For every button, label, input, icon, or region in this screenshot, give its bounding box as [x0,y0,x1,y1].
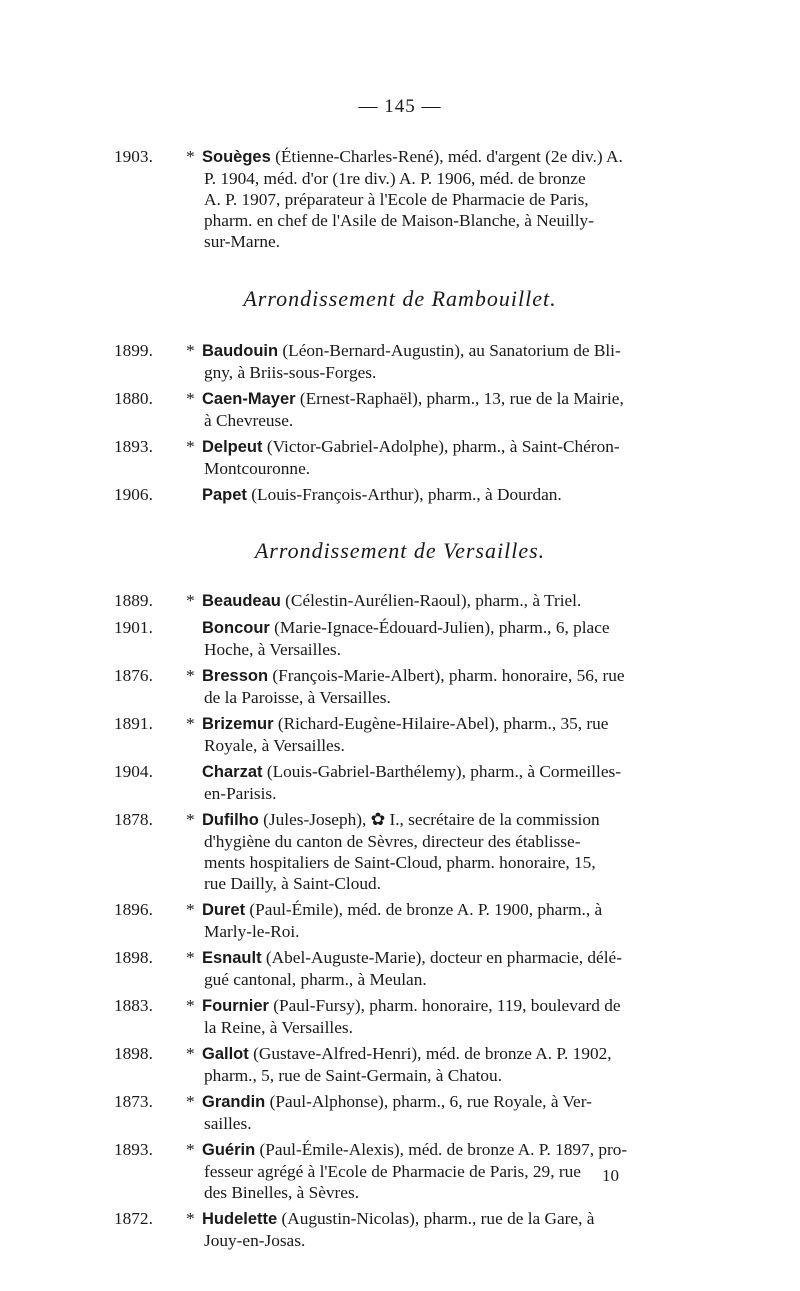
entry-details: (Richard-Eugène-Hilaire-Abel), pharm., 35, rue [273,714,609,733]
entry-year: 1891. [114,714,153,733]
entry-continuation-line: P. 1904, méd. d'or (1re div.) A. P. 1906, méd. de bronze [204,169,586,188]
entry-year: 1889. [114,591,153,610]
entry-name: Bresson [202,667,269,685]
directory-entry [114,1043,690,1086]
entry-body [186,665,690,708]
entry-year: 1876. [114,666,153,685]
folio-number: 10 [602,1166,619,1185]
entry-body [186,436,690,479]
member-star-mark: * [186,341,195,360]
directory-entry [114,340,690,383]
page-header: — 145 — [358,96,442,117]
directory-entry [114,1091,690,1134]
entry-first-line [186,1091,690,1113]
entry-name: Delpeut [202,438,263,456]
member-star-mark: * [186,147,195,166]
entry-year: 1904. [114,762,153,781]
directory-entry [114,995,690,1038]
entry-first-line [186,665,690,687]
entry-details: (Victor-Gabriel-Adolphe), pharm., à Saint-Chéron- [262,437,620,456]
directory-entry [114,761,690,804]
directory-entry [114,146,690,252]
entry-body [186,388,690,431]
entry-year: 1872. [114,1209,153,1228]
entry-name: Gallot [202,1045,249,1063]
entry-continuation-line: pharm., 5, rue de Saint-Germain, à Chatou. [204,1066,503,1085]
entry-body [186,340,690,383]
entry-continuation-line: A. P. 1907, préparateur à l'Ecole de Pharmacie de Paris, [204,190,589,209]
entry-continuation-line: Montcouronne. [204,459,311,478]
entry-year: 1893. [114,1140,153,1159]
entry-name: Esnault [202,949,262,967]
entry-continuation-line: gué cantonal, pharm., à Meulan. [204,970,427,989]
entry-first-line [186,617,690,639]
entry-continuation-line: la Reine, à Versailles. [204,1018,353,1037]
entry-name: Grandin [202,1093,266,1111]
directory-entry [114,436,690,479]
entry-continuation-line: gny, à Briis-sous-Forges. [204,363,377,382]
entry-first-line [186,388,690,410]
directory-entry [114,388,690,431]
entry-first-line [186,713,690,735]
entry-year: 1906. [114,485,153,504]
entry-first-line [186,947,690,969]
entry-details: (Étienne-Charles-René), méd. d'argent (2e div.) A. [270,147,623,166]
entry-first-line [186,146,690,168]
entry-body [186,617,690,660]
member-star-mark: * [186,810,195,829]
entry-first-line [186,484,690,506]
entry-name: Guérin [202,1141,256,1159]
member-star-mark: * [186,1092,195,1111]
entry-continuation-line: des Binelles, à Sèvres. [204,1183,360,1202]
section-title: Arrondissement de Rambouillet. [243,286,557,311]
member-star-mark: * [186,389,195,408]
entry-details: (Jules-Joseph), ✿ I., secrétaire de la commission [258,810,600,829]
entry-name: Charzat [202,763,263,781]
member-star-mark: * [186,591,195,610]
entry-continuation-line: en-Parisis. [204,784,277,803]
member-star-mark: * [186,948,195,967]
member-star-mark: * [186,1209,195,1228]
entry-name: Duret [202,901,246,919]
entry-body [186,809,690,894]
entry-details: (Abel-Auguste-Marie), docteur en pharmacie, délé- [261,948,622,967]
section-title: Arrondissement de Versailles. [254,538,546,563]
entry-details: (Louis-François-Arthur), pharm., à Dourdan. [246,485,562,504]
entry-name: Boncour [202,619,270,637]
member-star-mark: * [186,996,195,1015]
entry-continuation-line: Hoche, à Versailles. [204,640,341,659]
entry-body [186,1043,690,1086]
directory-entry [114,809,690,894]
entry-name: Papet [202,486,247,504]
entry-body [186,899,690,942]
entry-details: (François-Marie-Albert), pharm. honoraire, 56, rue [268,666,625,685]
member-star-mark: * [186,1044,195,1063]
entry-first-line [186,590,690,612]
directory-entry [114,713,690,756]
entry-year: 1898. [114,1044,153,1063]
entry-body [186,590,690,612]
entry-year: 1873. [114,1092,153,1111]
entry-name: Fournier [202,997,269,1015]
entry-first-line [186,995,690,1017]
entry-body [186,947,690,990]
entry-continuation-line: sur-Marne. [204,232,280,251]
entry-details: (Paul-Émile), méd. de bronze A. P. 1900, pharm., à [245,900,603,919]
entry-first-line [186,809,690,831]
entry-details: (Marie-Ignace-Édouard-Julien), pharm., 6, place [269,618,610,637]
entry-name: Caen-Mayer [202,390,296,408]
entry-body [186,713,690,756]
entry-first-line [186,436,690,458]
entry-continuation-line: d'hygiène du canton de Sèvres, directeur des établisse- [204,832,581,851]
entry-details: (Léon-Bernard-Augustin), au Sanatorium de Bli- [278,341,621,360]
entry-details: (Louis-Gabriel-Barthélemy), pharm., à Cormeilles- [262,762,621,781]
entry-name: Dufilho [202,811,259,829]
entry-year: 1880. [114,389,153,408]
entry-body [186,761,690,804]
entry-continuation-line: sailles. [204,1114,252,1133]
directory-entry [114,947,690,990]
entry-year: 1903. [114,147,153,166]
entry-name: Beaudeau [202,592,281,610]
entry-body [186,1091,690,1134]
directory-entry [114,590,690,612]
entry-name: Baudouin [202,342,279,360]
directory-entry [114,899,690,942]
entry-details: (Augustin-Nicolas), pharm., rue de la Gare, à [277,1209,595,1228]
entry-continuation-line: de la Paroisse, à Versailles. [204,688,391,707]
entry-continuation-line: Royale, à Versailles. [204,736,345,755]
member-star-mark: * [186,666,195,685]
entry-details: (Célestin-Aurélien-Raoul), pharm., à Triel. [280,591,582,610]
entry-details: (Gustave-Alfred-Henri), méd. de bronze A. P. 1902, [248,1044,612,1063]
entry-details: (Ernest-Raphaël), pharm., 13, rue de la Mairie, [295,389,624,408]
entry-body [186,995,690,1038]
member-star-mark: * [186,1140,195,1159]
entry-first-line [186,1208,690,1230]
entry-body [186,146,690,252]
entry-continuation-line: fesseur agrégé à l'Ecole de Pharmacie de Paris, 29, rue [204,1162,581,1181]
entry-first-line [186,1043,690,1065]
entry-first-line [186,340,690,362]
entry-year: 1883. [114,996,153,1015]
entry-year: 1898. [114,948,153,967]
entry-continuation-line: Marly-le-Roi. [204,922,300,941]
directory-entry [114,617,690,660]
directory-entry [114,1208,690,1251]
member-star-mark: * [186,900,195,919]
entry-details: (Paul-Alphonse), pharm., 6, rue Royale, à Ver- [265,1092,592,1111]
entry-continuation-line: rue Dailly, à Saint-Cloud. [204,874,381,893]
entry-year: 1901. [114,618,153,637]
entry-name: Souèges [202,148,271,166]
member-star-mark: * [186,714,195,733]
entry-first-line [186,899,690,921]
entry-year: 1896. [114,900,153,919]
entry-details: (Paul-Fursy), pharm. honoraire, 119, boulevard de [268,996,621,1015]
directory-entry [114,665,690,708]
directory-entry [114,484,690,506]
entry-year: 1899. [114,341,153,360]
entry-continuation-line: à Chevreuse. [204,411,294,430]
entry-details: (Paul-Émile-Alexis), méd. de bronze A. P. 1897, pro- [255,1140,628,1159]
entry-continuation-line: pharm. en chef de l'Asile de Maison-Blanche, à Neuilly- [204,211,594,230]
entry-continuation-line: Jouy-en-Josas. [204,1231,306,1250]
entry-body [186,1208,690,1251]
entry-continuation-line: ments hospitaliers de Saint-Cloud, pharm. honoraire, 15, [204,853,596,872]
entry-name: Hudelette [202,1210,278,1228]
entry-name: Brizemur [202,715,274,733]
entry-body [186,484,690,506]
entry-first-line [186,1139,690,1161]
entry-year: 1893. [114,437,153,456]
entry-year: 1878. [114,810,153,829]
entry-first-line [186,761,690,783]
member-star-mark: * [186,437,195,456]
